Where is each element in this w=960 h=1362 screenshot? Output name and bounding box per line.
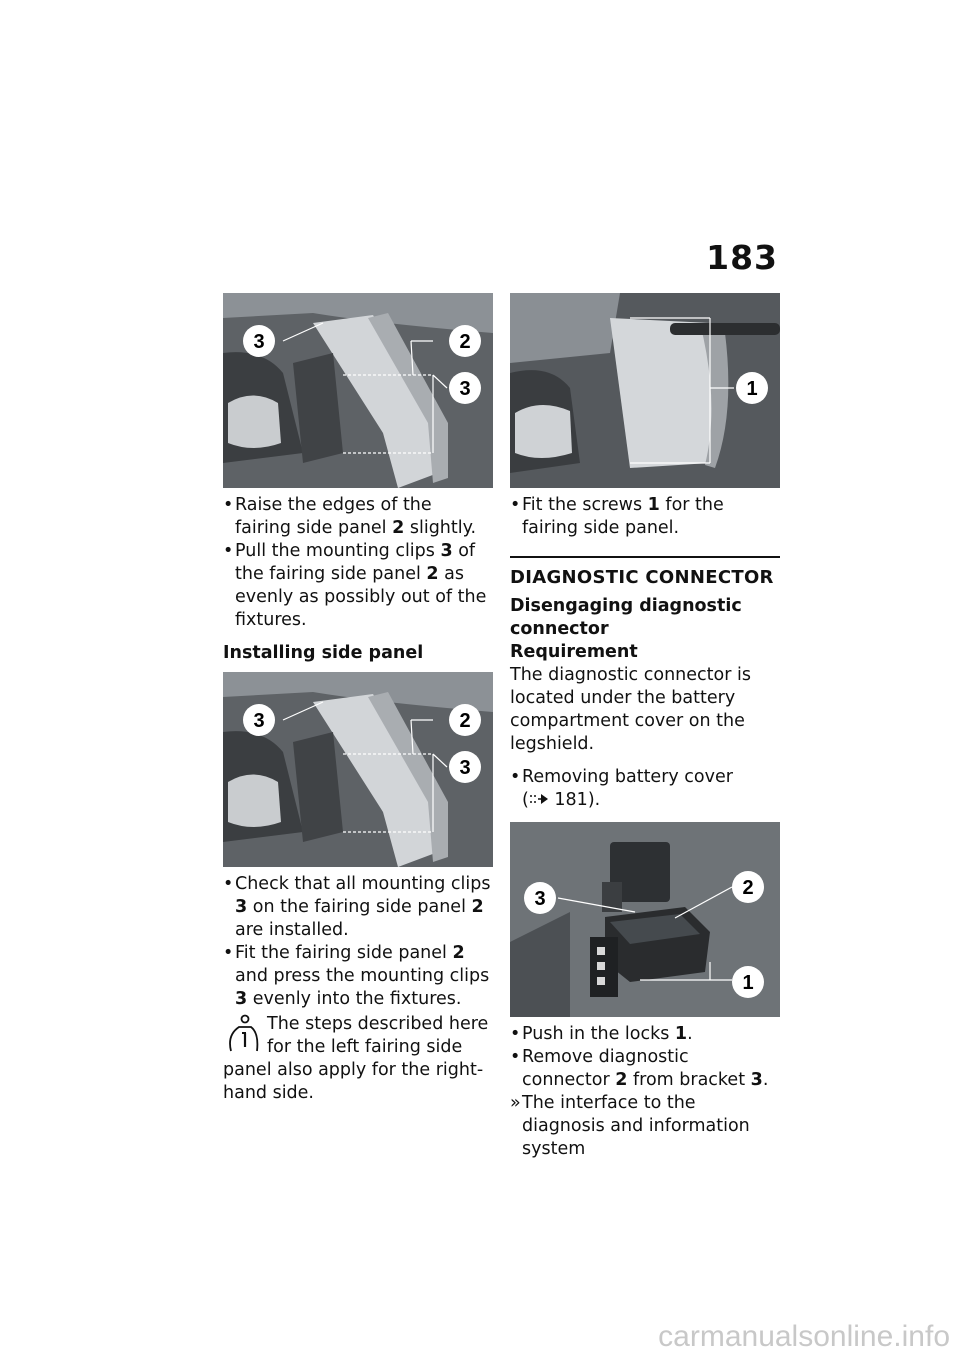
figure-removing-side-panel [223,293,493,488]
figure-diagnostic-connector [510,822,780,1017]
battery-step [510,766,780,812]
callout-ref: 2 [471,897,484,917]
callout-ref: 3 [750,1070,763,1090]
fairing-photo-3 [510,293,780,488]
fairing-photo-1 [223,293,493,488]
result-text: The interface to the diagnosis and information system [522,1093,750,1159]
step-text: and press the mounting clips [235,966,490,986]
list-item [510,1046,780,1092]
step-text: Push in the locks [522,1024,675,1044]
callout-label: 3 [534,888,546,910]
step-text: . [762,1070,769,1090]
list-item [510,494,780,540]
step-text: Raise the edges of the fairing side panel [235,495,432,538]
callout-label: 2 [459,710,471,732]
figure-installing-side-panel [223,672,493,867]
step-text: on the fairing side panel [247,897,472,917]
step-text: slightly. [404,518,477,538]
callout-label: 3 [459,757,471,779]
section-divider [510,556,780,558]
list-item [510,1023,780,1046]
page-number: 183 [706,238,778,277]
callout-label: 2 [742,877,754,899]
step-text: Removing battery cover [522,767,733,787]
fairing-photo-2 [223,672,493,867]
page-reference[interactable]: 181 [554,790,588,810]
callout-ref: 2 [452,943,465,963]
fitting-steps [510,494,780,540]
step-text: . [687,1024,693,1044]
step-text: Remove diagnostic connector [522,1047,689,1090]
step-text: Check that all mounting clips [235,874,491,894]
note-text: The steps described here for the left fairing side panel also apply for the right-hand side. [223,1014,489,1103]
callout-label: 1 [746,378,758,400]
left-column [223,293,493,1105]
callout-ref: 2 [615,1070,628,1090]
step-text: Fit the fairing side panel [235,943,453,963]
step-text: Fit the screws [522,495,648,515]
page-reference-arrow-icon [529,793,549,805]
info-icon [223,1013,263,1055]
list-item [223,494,493,540]
diagnostic-photo [510,822,780,1017]
figure-fitting-screws [510,293,780,488]
step-text: Pull the mounting clips [235,541,441,561]
callout-ref: 1 [647,495,660,515]
list-item: • Removing battery cover ( 181). [510,766,780,812]
callout-label: 1 [742,972,754,994]
installation-steps [223,873,493,1011]
requirement-label: Requirement [510,642,638,662]
callout-ref: 2 [426,564,439,584]
requirement-text: The diagnostic connector is located under the battery compartment cover on the legshield. [510,665,751,754]
step-text: are installed. [235,920,349,940]
list-item [223,540,493,632]
callout-ref: 1 [674,1024,688,1044]
subheading-installing-side-panel: Installing side panel [223,643,424,663]
section-title: DIAGNOSTIC CONNECTOR [510,567,774,588]
right-column [510,293,780,1161]
list-item [223,942,493,1011]
result-item [510,1092,780,1161]
callout-ref: 2 [392,518,405,538]
callout-ref: 3 [235,897,248,917]
removal-steps [223,494,493,632]
diagnostic-steps [510,1023,780,1161]
subsection-title: Disengaging diagnostic connector [510,596,742,639]
step-text: evenly into the fixtures. [247,989,462,1009]
callout-ref: 3 [440,541,453,561]
step-text: of the fairing side panel [235,541,476,584]
callout-ref: 3 [235,989,248,1009]
callout-label: 3 [459,378,471,400]
step-text: as evenly as possibly out of the fixtures. [235,564,487,630]
callout-label: 2 [459,331,471,353]
watermark: carmanualsonline.info [658,1320,950,1353]
step-text: for the fairing side panel. [522,495,724,538]
step-text: from bracket [627,1070,751,1090]
callout-label: 3 [253,710,265,732]
list-item [223,873,493,942]
callout-label: 3 [253,331,265,353]
info-note [223,1013,493,1105]
